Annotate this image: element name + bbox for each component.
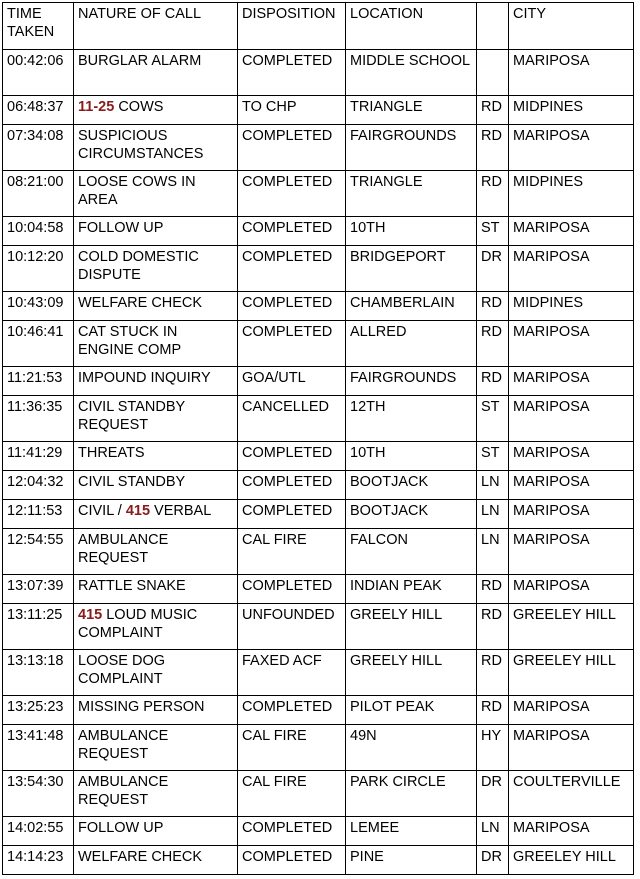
cell-location: 10TH <box>346 217 477 246</box>
cell-time: 11:41:29 <box>3 442 74 471</box>
cell-disposition: GOA/UTL <box>238 367 346 396</box>
cell-disposition: COMPLETED <box>238 292 346 321</box>
call-code: 415 <box>78 607 103 623</box>
call-text: WELFARE CHECK <box>78 295 203 311</box>
cell-time: 13:07:39 <box>3 575 74 604</box>
cell-time: 00:42:06 <box>3 50 74 96</box>
cell-city: MARIPOSA <box>509 500 634 529</box>
call-text: BURGLAR ALARM <box>78 53 202 69</box>
cell-location: TRIANGLE <box>346 96 477 125</box>
cell-street-suffix: RD <box>477 604 509 650</box>
cell-nature-of-call <box>74 471 238 500</box>
cell-nature-of-call <box>74 292 238 321</box>
cell-location: LEMEE <box>346 817 477 846</box>
table-row <box>3 696 634 725</box>
call-text: IMPOUND INQUIRY <box>78 370 211 386</box>
call-text: LOOSE DOG COMPLAINT <box>78 653 166 687</box>
cell-city: MARIPOSA <box>509 367 634 396</box>
cell-disposition: COMPLETED <box>238 696 346 725</box>
cell-time: 07:34:08 <box>3 125 74 171</box>
cell-street-suffix: LN <box>477 471 509 500</box>
cell-street-suffix: LN <box>477 500 509 529</box>
cell-nature-of-call <box>74 529 238 575</box>
cell-location: FAIRGROUNDS <box>346 125 477 171</box>
cell-city: MARIPOSA <box>509 442 634 471</box>
cell-disposition: CANCELLED <box>238 396 346 442</box>
cell-nature-of-call <box>74 846 238 875</box>
cell-location: BRIDGEPORT <box>346 246 477 292</box>
cell-city: COULTERVILLE <box>509 771 634 817</box>
call-text: FOLLOW UP <box>78 820 164 836</box>
cell-location: 10TH <box>346 442 477 471</box>
table-row <box>3 171 634 217</box>
cell-city: GREELEY HILL <box>509 846 634 875</box>
cell-street-suffix: RD <box>477 650 509 696</box>
cell-location: GREELY HILL <box>346 650 477 696</box>
cell-city: MARIPOSA <box>509 817 634 846</box>
cell-city: MARIPOSA <box>509 246 634 292</box>
header-disposition: DISPOSITION <box>238 3 346 50</box>
cell-time: 13:54:30 <box>3 771 74 817</box>
call-code: 11-25 <box>78 99 115 115</box>
cell-nature-of-call <box>74 500 238 529</box>
cell-location: INDIAN PEAK <box>346 575 477 604</box>
cell-city: MARIPOSA <box>509 396 634 442</box>
table-row <box>3 771 634 817</box>
cell-city: MIDPINES <box>509 292 634 321</box>
cell-location: PARK CIRCLE <box>346 771 477 817</box>
cell-location: BOOTJACK <box>346 500 477 529</box>
cell-time: 13:25:23 <box>3 696 74 725</box>
call-text: VERBAL <box>150 503 212 519</box>
cell-nature-of-call <box>74 725 238 771</box>
cell-location: TRIANGLE <box>346 171 477 217</box>
cell-disposition: CAL FIRE <box>238 529 346 575</box>
call-log-body <box>3 3 634 875</box>
cell-city: MARIPOSA <box>509 529 634 575</box>
cell-disposition: COMPLETED <box>238 817 346 846</box>
cell-disposition: COMPLETED <box>238 246 346 292</box>
cell-street-suffix: DR <box>477 846 509 875</box>
cell-location: FAIRGROUNDS <box>346 367 477 396</box>
cell-street-suffix: RD <box>477 125 509 171</box>
cell-disposition: COMPLETED <box>238 471 346 500</box>
table-row <box>3 846 634 875</box>
table-row <box>3 96 634 125</box>
cell-disposition: COMPLETED <box>238 50 346 96</box>
cell-nature-of-call <box>74 604 238 650</box>
table-row <box>3 246 634 292</box>
cell-time: 10:12:20 <box>3 246 74 292</box>
cell-street-suffix: RD <box>477 321 509 367</box>
table-row <box>3 50 634 96</box>
cell-street-suffix: RD <box>477 292 509 321</box>
cell-street-suffix: HY <box>477 725 509 771</box>
cell-time: 08:21:00 <box>3 171 74 217</box>
cell-location: 49N <box>346 725 477 771</box>
cell-city: MARIPOSA <box>509 125 634 171</box>
cell-nature-of-call <box>74 96 238 125</box>
cell-location: BOOTJACK <box>346 471 477 500</box>
cell-disposition: FAXED ACF <box>238 650 346 696</box>
cell-street-suffix: ST <box>477 217 509 246</box>
cell-time: 11:21:53 <box>3 367 74 396</box>
table-row <box>3 471 634 500</box>
cell-nature-of-call <box>74 442 238 471</box>
cell-city: MARIPOSA <box>509 321 634 367</box>
cell-city: GREELEY HILL <box>509 650 634 696</box>
cell-disposition: COMPLETED <box>238 575 346 604</box>
call-text: MISSING PERSON <box>78 699 205 715</box>
table-row <box>3 500 634 529</box>
cell-time: 10:04:58 <box>3 217 74 246</box>
cell-city: MARIPOSA <box>509 50 634 96</box>
table-row <box>3 650 634 696</box>
call-text: CAT STUCK IN ENGINE COMP <box>78 324 182 358</box>
cell-nature-of-call <box>74 367 238 396</box>
cell-nature-of-call <box>74 125 238 171</box>
cell-time: 13:13:18 <box>3 650 74 696</box>
call-text: COLD DOMESTIC DISPUTE <box>78 249 199 283</box>
cell-nature-of-call <box>74 817 238 846</box>
cell-city: MARIPOSA <box>509 575 634 604</box>
header-city: CITY <box>509 3 634 50</box>
call-text: CIVIL STANDBY REQUEST <box>78 399 185 433</box>
cell-disposition: CAL FIRE <box>238 771 346 817</box>
cell-street-suffix: RD <box>477 367 509 396</box>
cell-city: MIDPINES <box>509 96 634 125</box>
cell-location: CHAMBERLAIN <box>346 292 477 321</box>
call-text: AMBULANCE REQUEST <box>78 774 169 808</box>
table-row <box>3 396 634 442</box>
cell-location: ALLRED <box>346 321 477 367</box>
cell-city: MIDPINES <box>509 171 634 217</box>
table-row <box>3 442 634 471</box>
cell-nature-of-call <box>74 575 238 604</box>
header-nature-of-call: NATURE OF CALL <box>74 3 238 50</box>
cell-street-suffix: DR <box>477 771 509 817</box>
cell-time: 14:02:55 <box>3 817 74 846</box>
cell-street-suffix: RD <box>477 575 509 604</box>
table-row <box>3 604 634 650</box>
cell-disposition: COMPLETED <box>238 125 346 171</box>
table-row <box>3 125 634 171</box>
cell-time: 10:46:41 <box>3 321 74 367</box>
call-text: LOUD MUSIC COMPLAINT <box>78 607 198 641</box>
call-text: COWS <box>114 99 164 115</box>
cell-street-suffix: DR <box>477 246 509 292</box>
cell-street-suffix: ST <box>477 396 509 442</box>
cell-time: 14:14:23 <box>3 846 74 875</box>
table-row <box>3 367 634 396</box>
cell-location: GREELY HILL <box>346 604 477 650</box>
cell-disposition: COMPLETED <box>238 442 346 471</box>
cell-location: FALCON <box>346 529 477 575</box>
cell-disposition: CAL FIRE <box>238 725 346 771</box>
cell-city: GREELEY HILL <box>509 604 634 650</box>
cell-disposition: COMPLETED <box>238 171 346 217</box>
cell-disposition: UNFOUNDED <box>238 604 346 650</box>
cell-city: MARIPOSA <box>509 471 634 500</box>
call-text: CIVIL / <box>78 503 126 519</box>
cell-city: MARIPOSA <box>509 725 634 771</box>
cell-time: 12:04:32 <box>3 471 74 500</box>
cell-street-suffix: ST <box>477 442 509 471</box>
table-row <box>3 292 634 321</box>
cell-street-suffix: RD <box>477 171 509 217</box>
table-row <box>3 725 634 771</box>
cell-time: 12:11:53 <box>3 500 74 529</box>
cell-street-suffix: LN <box>477 529 509 575</box>
cell-time: 13:41:48 <box>3 725 74 771</box>
header-time-taken: TIME TAKEN <box>3 3 74 50</box>
cell-nature-of-call <box>74 771 238 817</box>
cell-time: 10:43:09 <box>3 292 74 321</box>
table-row <box>3 321 634 367</box>
call-text: RATTLE SNAKE <box>78 578 186 594</box>
cell-street-suffix: RD <box>477 696 509 725</box>
cell-time: 13:11:25 <box>3 604 74 650</box>
header-street-suffix <box>477 3 509 50</box>
call-text: THREATS <box>78 445 145 461</box>
cell-nature-of-call <box>74 321 238 367</box>
cell-location: MIDDLE SCHOOL <box>346 50 477 96</box>
cell-time: 12:54:55 <box>3 529 74 575</box>
cell-street-suffix: RD <box>477 96 509 125</box>
call-text: WELFARE CHECK <box>78 849 203 865</box>
cell-nature-of-call <box>74 246 238 292</box>
cell-nature-of-call <box>74 650 238 696</box>
cell-disposition: TO CHP <box>238 96 346 125</box>
header-row <box>3 3 634 50</box>
cell-city: MARIPOSA <box>509 217 634 246</box>
cell-nature-of-call <box>74 171 238 217</box>
table-row <box>3 575 634 604</box>
cell-street-suffix <box>477 50 509 96</box>
table-row <box>3 817 634 846</box>
call-text: CIVIL STANDBY <box>78 474 186 490</box>
cell-disposition: COMPLETED <box>238 321 346 367</box>
cell-city: MARIPOSA <box>509 696 634 725</box>
cell-time: 06:48:37 <box>3 96 74 125</box>
cell-disposition: COMPLETED <box>238 217 346 246</box>
table-row <box>3 217 634 246</box>
table-row <box>3 529 634 575</box>
header-location: LOCATION <box>346 3 477 50</box>
call-text: AMBULANCE REQUEST <box>78 532 169 566</box>
cell-nature-of-call <box>74 696 238 725</box>
cell-location: 12TH <box>346 396 477 442</box>
call-code: 415 <box>125 503 151 519</box>
cell-street-suffix: LN <box>477 817 509 846</box>
call-text: LOOSE COWS IN AREA <box>78 174 196 208</box>
cell-nature-of-call <box>74 217 238 246</box>
call-text: FOLLOW UP <box>78 220 164 236</box>
call-text: AMBULANCE REQUEST <box>78 728 169 762</box>
cell-disposition: COMPLETED <box>238 846 346 875</box>
cell-time: 11:36:35 <box>3 396 74 442</box>
cell-nature-of-call <box>74 396 238 442</box>
cell-location: PILOT PEAK <box>346 696 477 725</box>
call-log-table <box>2 2 634 875</box>
cell-disposition: COMPLETED <box>238 500 346 529</box>
call-text: SUSPICIOUS CIRCUMSTANCES <box>78 128 204 162</box>
cell-location: PINE <box>346 846 477 875</box>
cell-nature-of-call <box>74 50 238 96</box>
